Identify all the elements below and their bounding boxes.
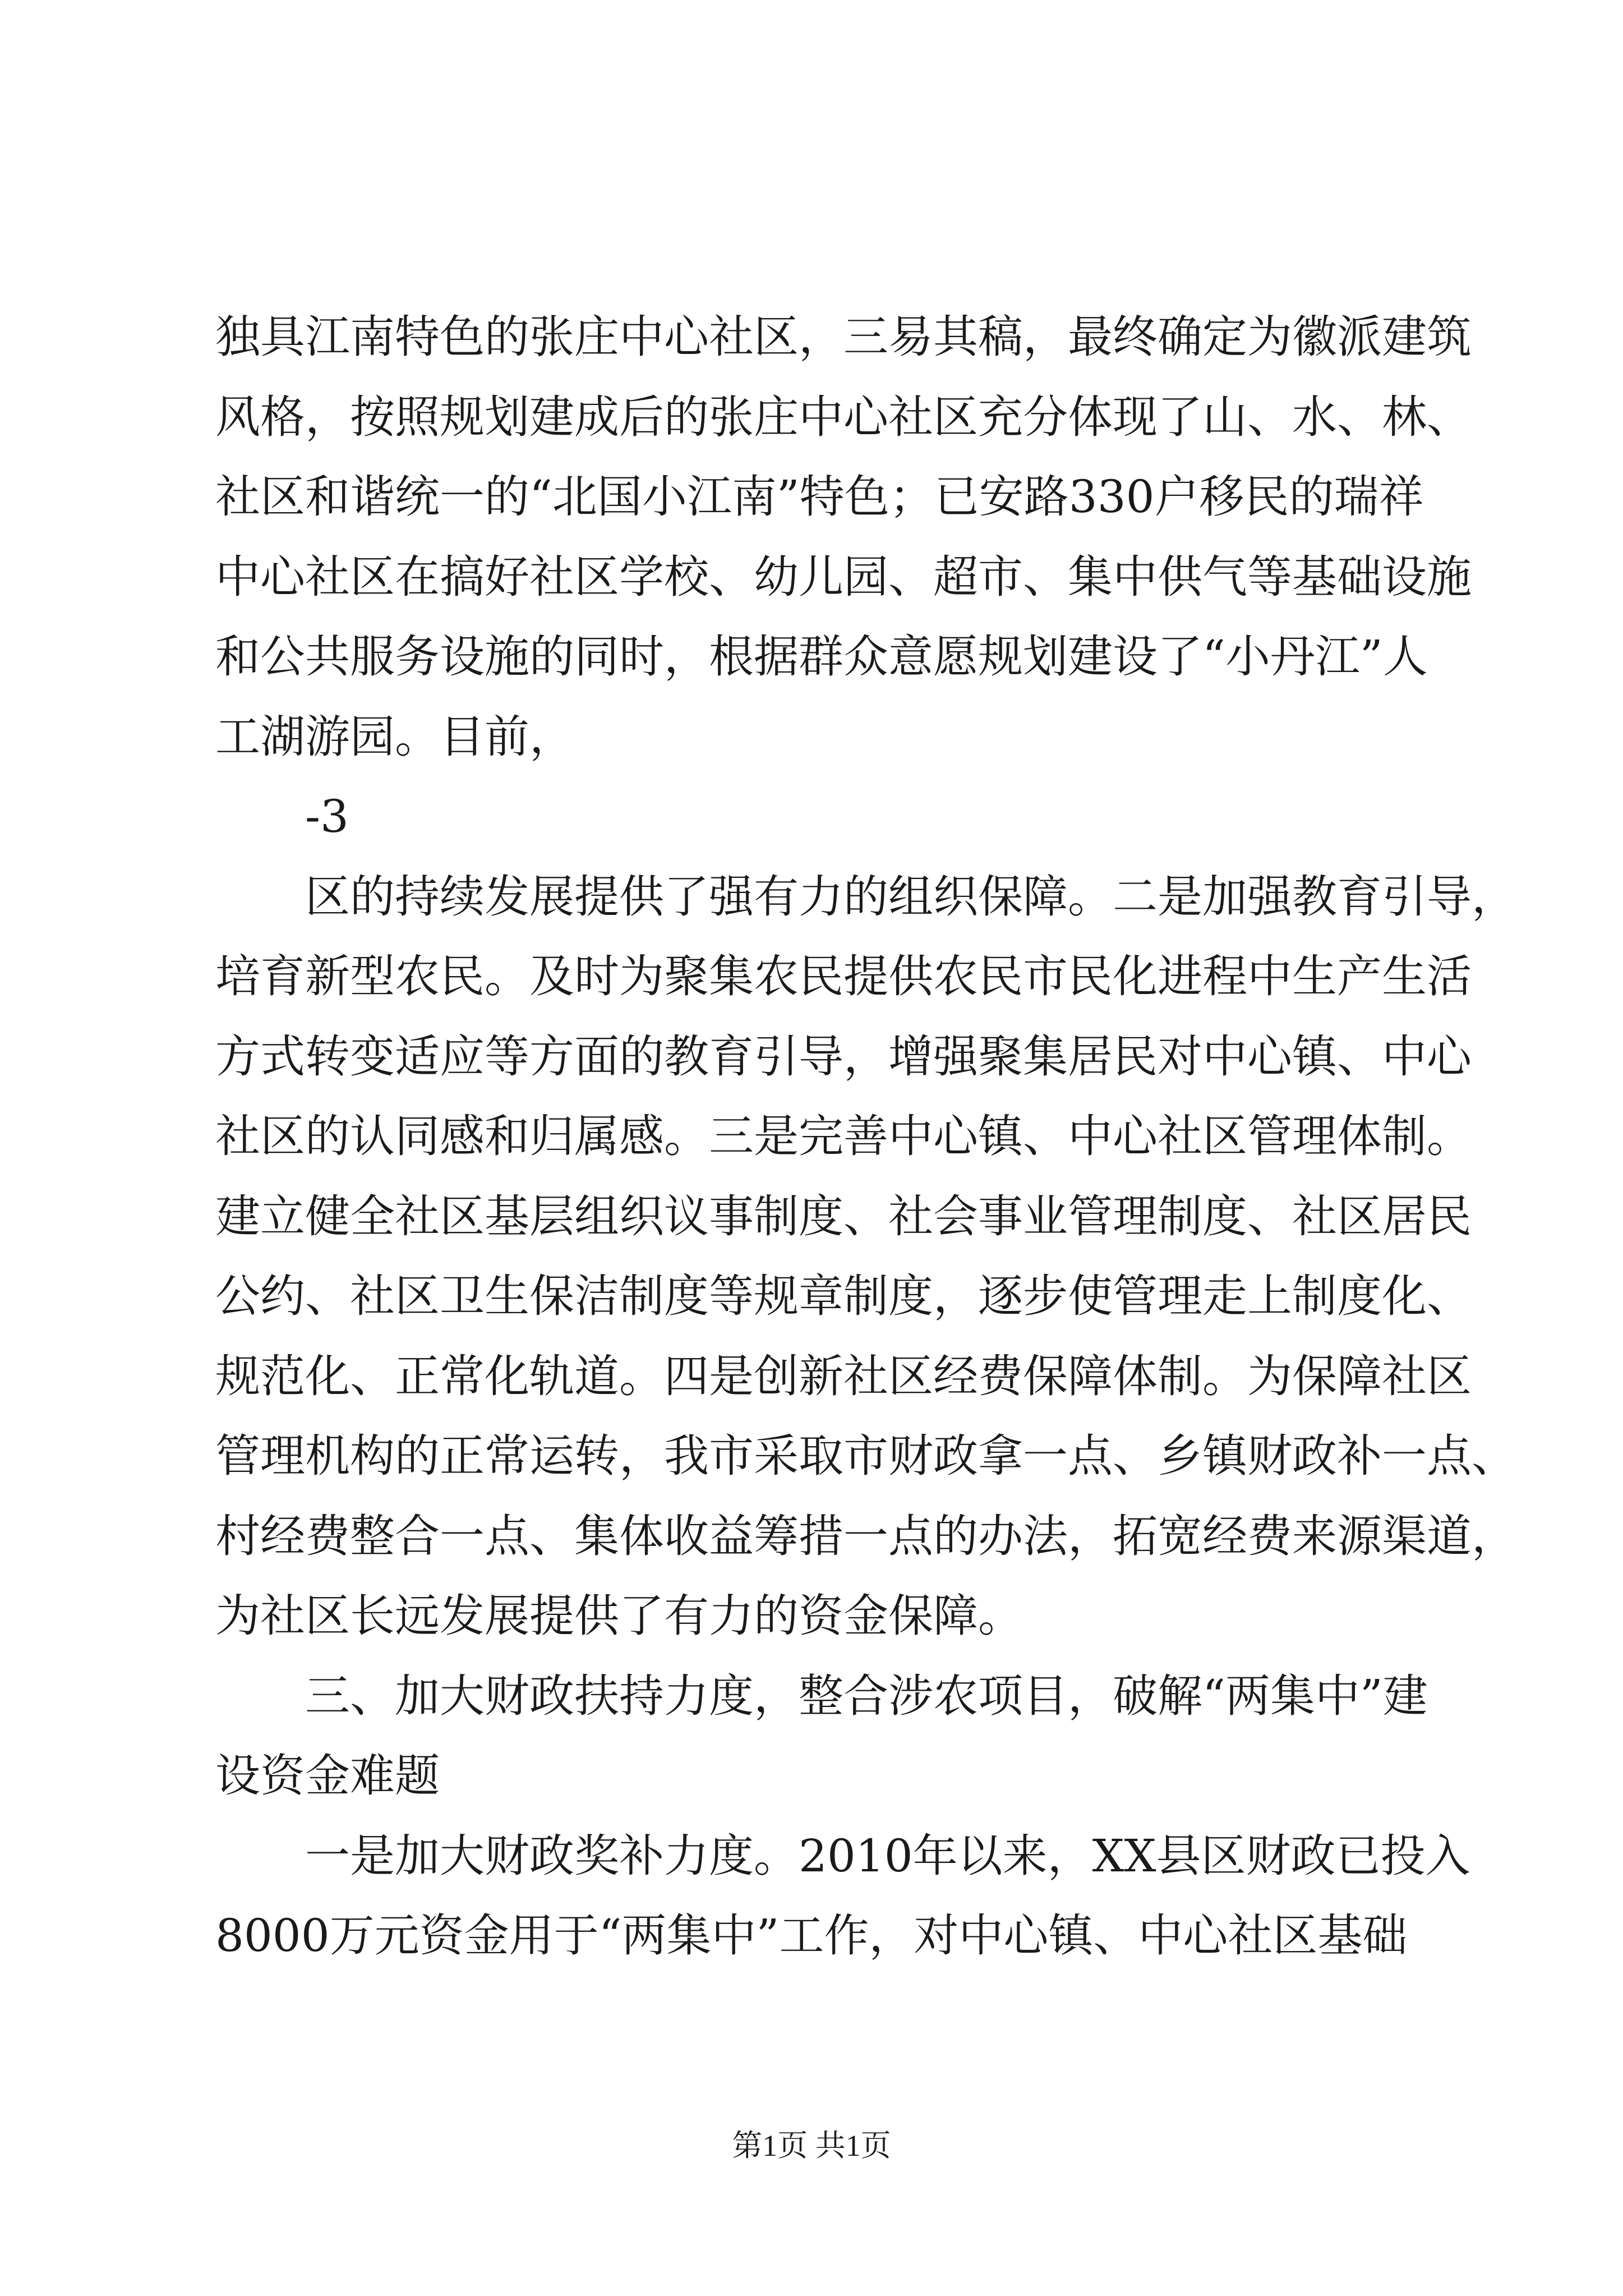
text-line: 8000万元资金用于“两集中”工作，对中心镇、中心社区基础 xyxy=(215,1910,1408,1962)
text-line: 风格，按照规划建成后的张庄中心社区充分体现了山、水、林、 xyxy=(215,390,1472,443)
text-line: 社区和谐统一的“北国小江南”特色；已安路330户移民的瑞祥 xyxy=(215,471,1424,523)
text-line: 和公共服务设施的同时，根据群众意愿规划建设了“小丹江”人 xyxy=(215,631,1428,683)
document-body xyxy=(215,297,1516,1976)
text-line: 建立健全社区基层组织议事制度、社会事业管理制度、社区居民 xyxy=(215,1190,1472,1243)
text-line: 区的持续发展提供了强有力的组织保障。二是加强教育引导， xyxy=(305,870,1516,923)
text-line: 中心社区在搞好社区学校、幼儿园、超市、集中供气等基础设施 xyxy=(215,550,1472,603)
text-line: 管理机构的正常运转，我市采取市财政拿一点、乡镇财政补一点、 xyxy=(215,1430,1516,1482)
text-line: 规范化、正常化轨道。四是创新社区经费保障体制。为保障社区 xyxy=(215,1350,1472,1402)
text-line: 公约、社区卫生保洁制度等规章制度，逐步使管理走上制度化、 xyxy=(215,1270,1472,1322)
section-heading: 三、加大财政扶持力度，整合涉农项目，破解“两集中”建 xyxy=(305,1669,1428,1722)
text-line: 独具江南特色的张庄中心社区，三易其稿，最终确定为徽派建筑 xyxy=(215,311,1472,363)
text-line: 工湖游园。目前， xyxy=(215,710,574,763)
text-line: 村经费整合一点、集体收益筹措一点的办法，拓宽经费来源渠道， xyxy=(215,1510,1516,1562)
text-line: 方式转变适应等方面的教育引导，增强聚集居民对中心镇、中心 xyxy=(215,1030,1472,1083)
page-number-marker: -3 xyxy=(305,790,349,843)
text-line: 一是加大财政奖补力度。2010年以来，XX县区财政已投入 xyxy=(305,1829,1470,1882)
page-footer: 第1页 共1页 xyxy=(732,2129,891,2162)
text-line: 培育新型农民。及时为聚集农民提供农民市民化进程中生产生活 xyxy=(215,950,1472,1002)
text-line: 为社区长远发展提供了有力的资金保障。 xyxy=(215,1590,1023,1642)
section-heading-continued: 设资金难题 xyxy=(215,1750,440,1802)
text-line: 社区的认同感和归属感。三是完善中心镇、中心社区管理体制。 xyxy=(215,1110,1472,1162)
